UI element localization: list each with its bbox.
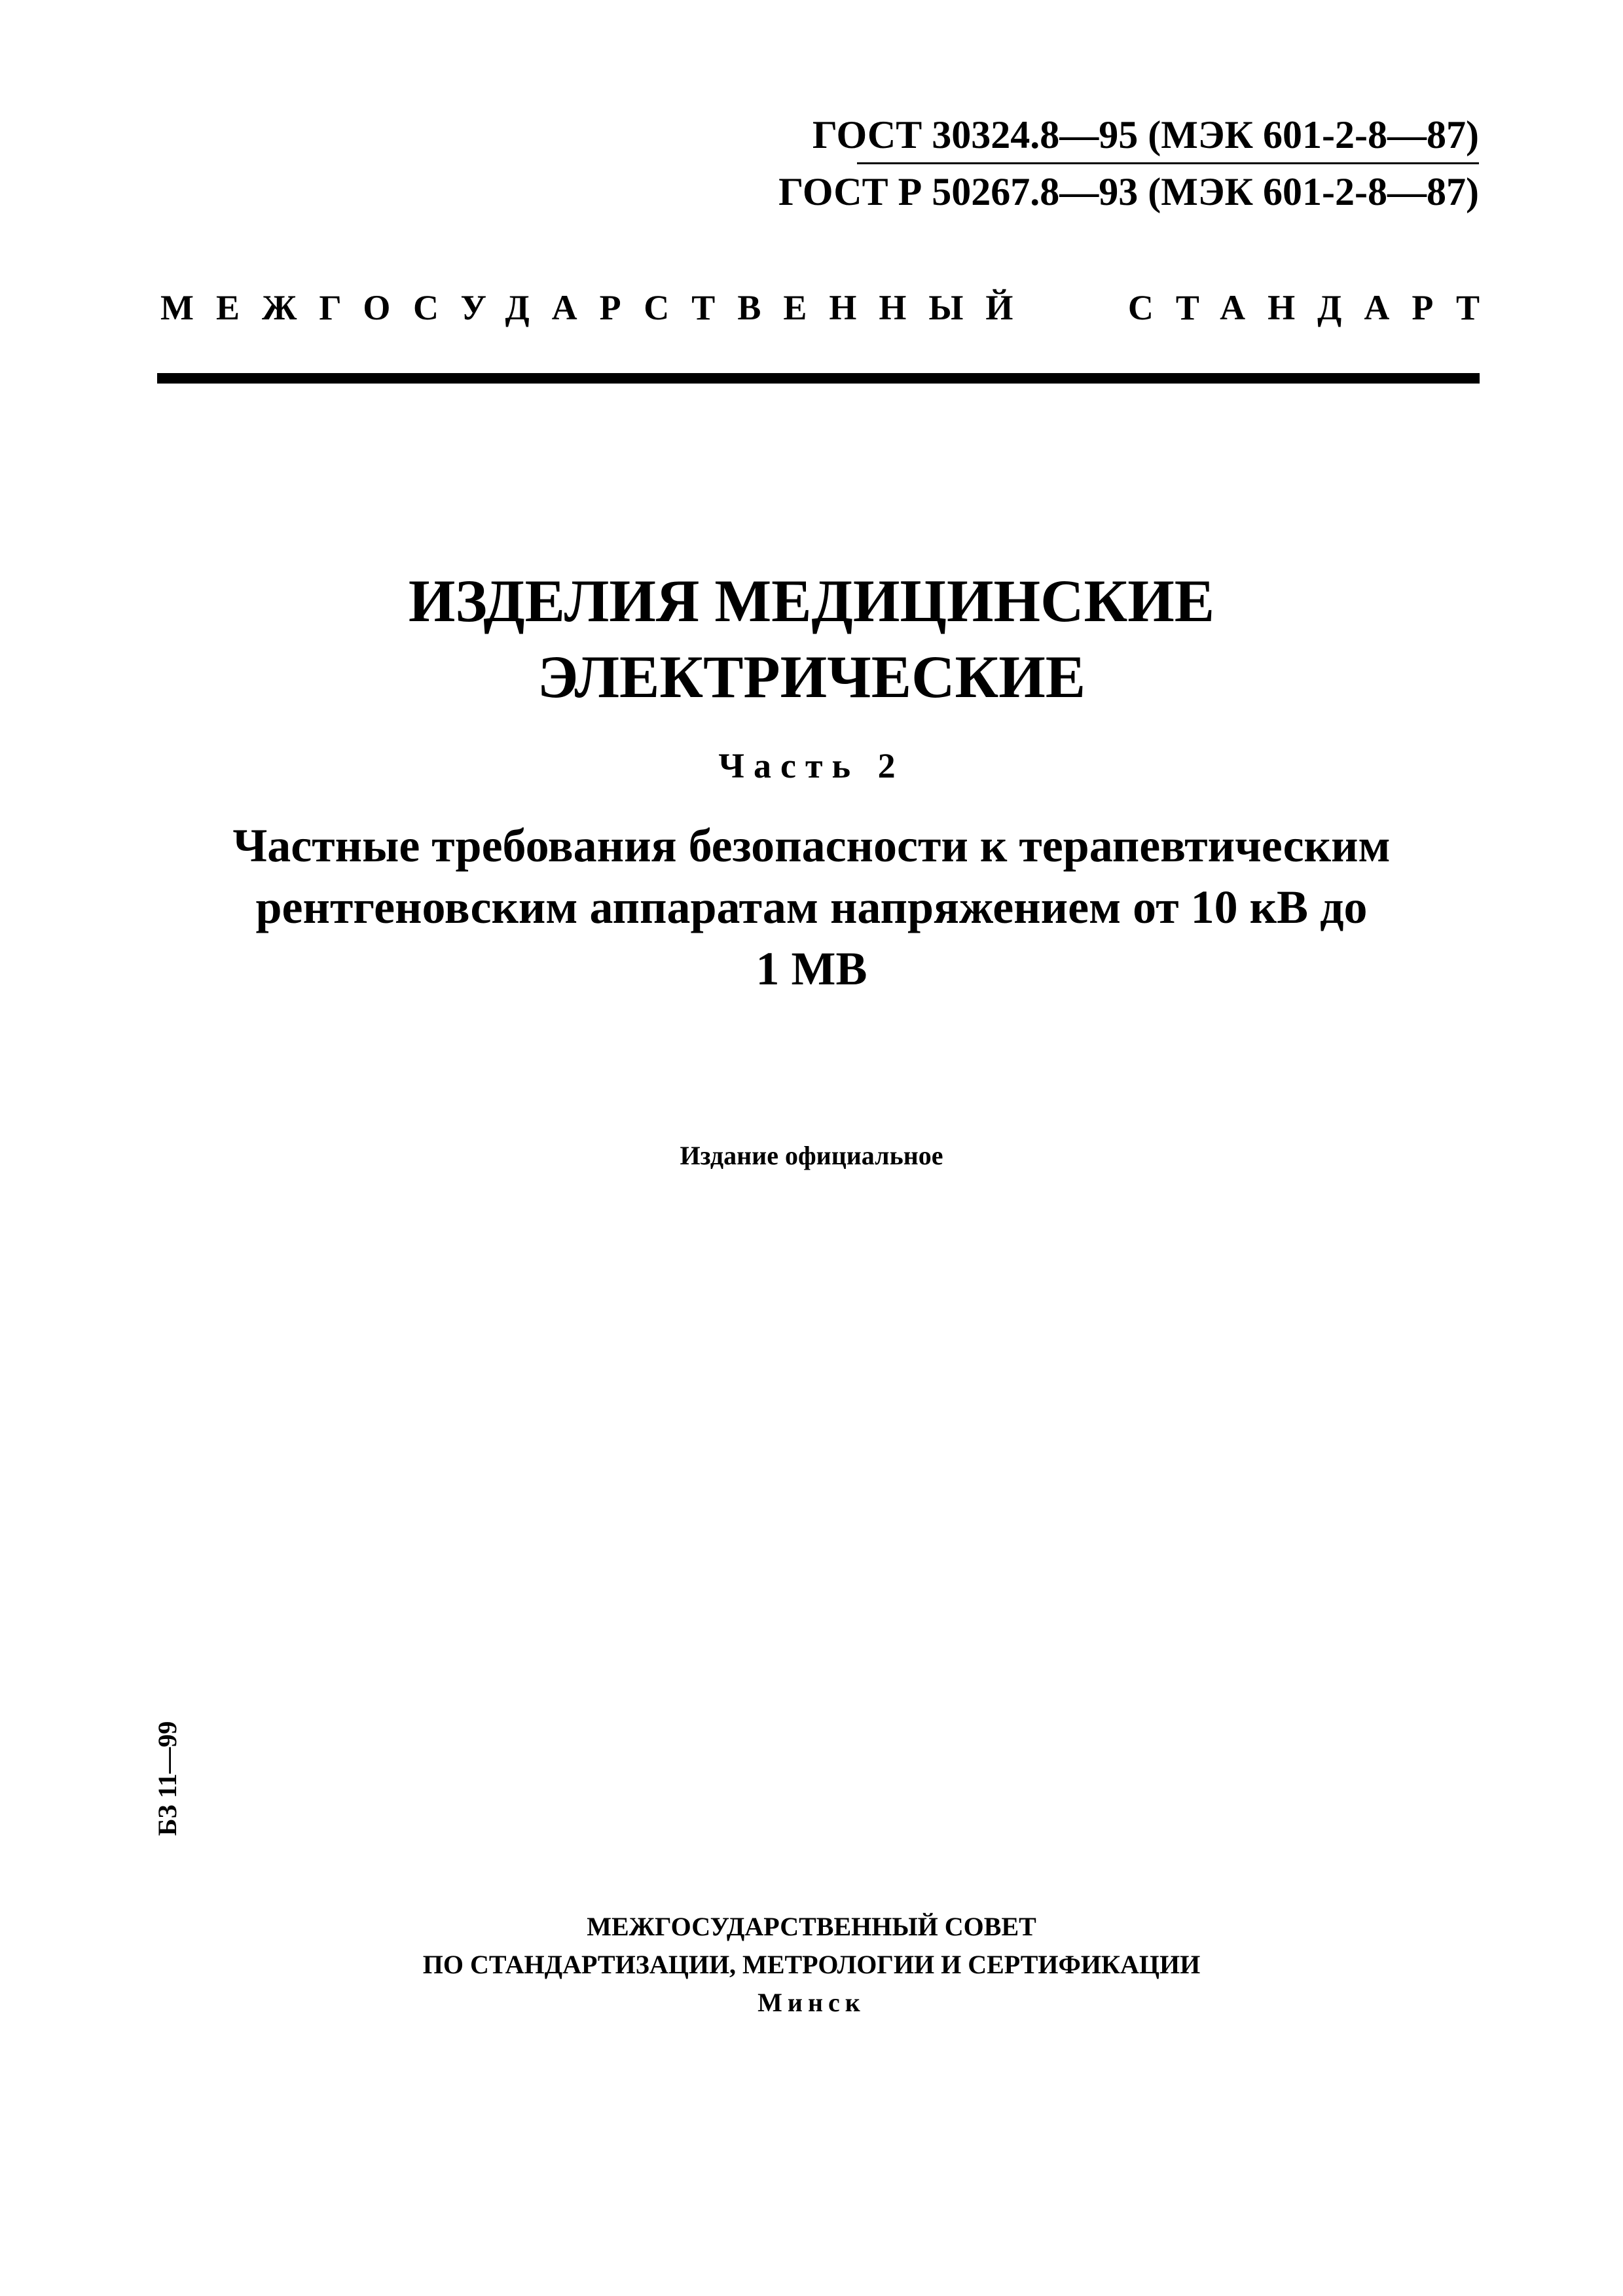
gost-secondary-designation: ГОСТ Р 50267.8—93 (МЭК 601-2-8—87) bbox=[778, 170, 1479, 213]
heading-word-standard: СТАНДАРТ bbox=[1127, 288, 1502, 327]
publisher-block bbox=[0, 1908, 1623, 2022]
interstate-standard-heading bbox=[160, 288, 1502, 327]
document-title bbox=[0, 563, 1623, 715]
side-catalog-code: БЗ 11—99 bbox=[153, 1721, 182, 1836]
gost-designation-block bbox=[778, 111, 1479, 215]
publisher-city: Минск bbox=[757, 1988, 866, 2017]
header-rule bbox=[157, 373, 1480, 384]
title-line-2: ЭЛЕКТРИЧЕСКИЕ bbox=[537, 643, 1086, 710]
subtitle-line-2: рентгеновским аппаратам напряжением от 10 кВ до bbox=[255, 881, 1368, 933]
title-line-1: ИЗДЕЛИЯ МЕДИЦИНСКИЕ bbox=[408, 567, 1215, 634]
subtitle-line-1: Частные требования безопасности к терапевтическим bbox=[232, 819, 1391, 872]
heading-word-interstate: МЕЖГОСУДАРСТВЕННЫЙ bbox=[160, 288, 1036, 327]
official-edition-label: Издание официальное bbox=[680, 1141, 943, 1170]
publisher-line-2: ПО СТАНДАРТИЗАЦИИ, МЕТРОЛОГИИ И СЕРТИФИКАЦИИ bbox=[422, 1950, 1201, 1979]
gost-primary-designation: ГОСТ 30324.8—95 (МЭК 601-2-8—87) bbox=[812, 113, 1479, 156]
publisher-line-1: МЕЖГОСУДАРСТВЕННЫЙ СОВЕТ bbox=[587, 1912, 1036, 1941]
subtitle-line-3: 1 МВ bbox=[756, 942, 867, 995]
gost-divider-line bbox=[857, 162, 1479, 164]
part-number: Часть 2 bbox=[718, 746, 905, 785]
document-subtitle bbox=[0, 815, 1623, 999]
